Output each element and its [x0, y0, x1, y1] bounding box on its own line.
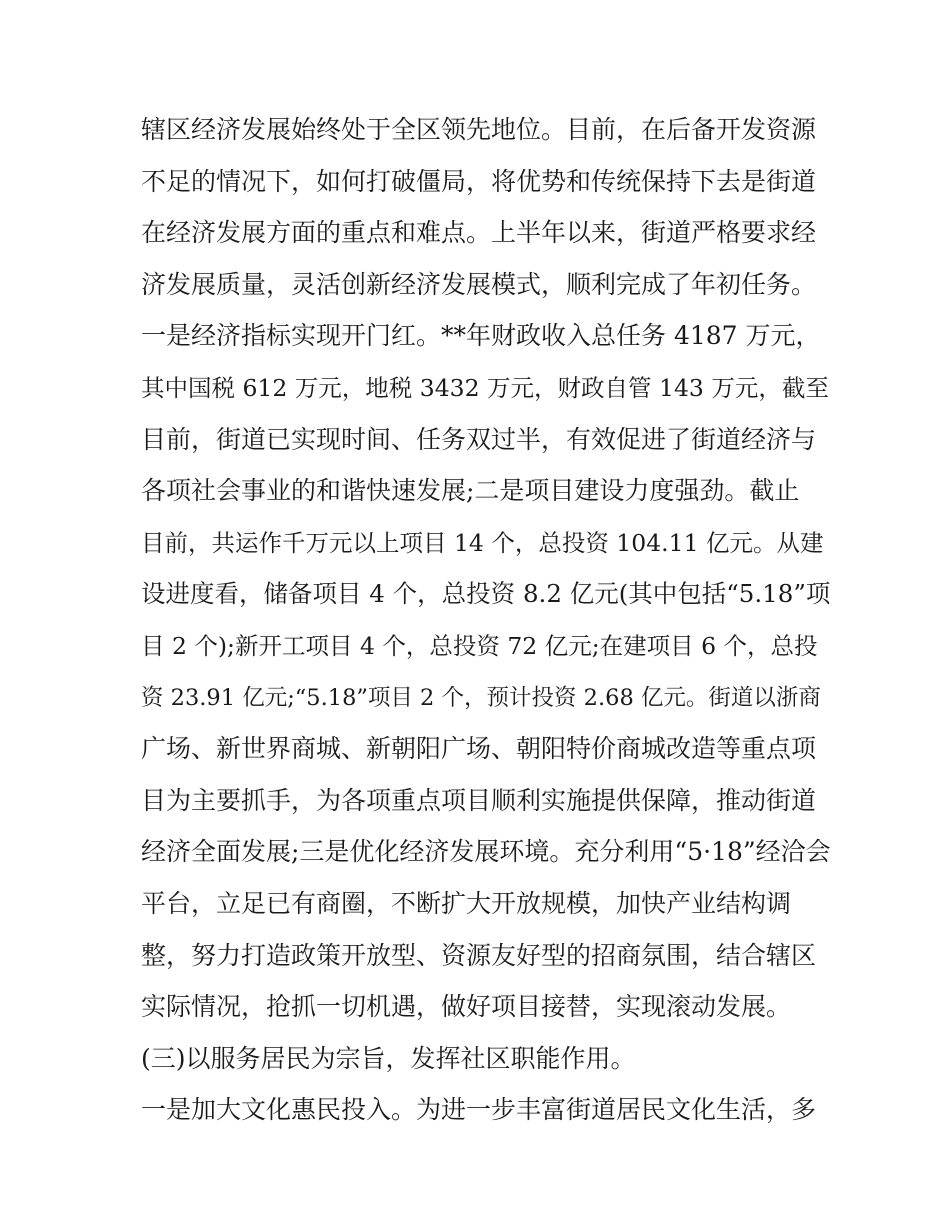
text-line: 一是加大文化惠民投入。为进一步丰富街道居民文化生活，多 [141, 1095, 817, 1125]
text-line: 实际情况，抢抓一切机遇，做好项目接替，实现滚动发展。 [141, 992, 792, 1022]
text-line: 目为主要抓手，为各项重点项目顺利实施提供保障，推动街道 [141, 785, 817, 815]
section-heading: (三)以服务居民为宗旨，发挥社区职能作用。 [141, 1043, 636, 1073]
text-line: 不足的情况下，如何打破僵局，将优势和传统保持下去是街道 [141, 166, 817, 196]
text-line: 其中国税 612 万元，地税 3432 万元，财政自管 143 万元，截至 [141, 373, 829, 402]
text-line: 辖区经济发展始终处于全区领先地位。目前，在后备开发资源 [141, 115, 817, 144]
text-line: 目前，共运作千万元以上项目 14 个，总投资 104.11 亿元。从建 [141, 528, 824, 557]
text-line: 目前，街道已实现时间、任务双过半，有效促进了街道经济与 [141, 424, 817, 454]
text-line: 资 23.91 亿元;“5.18”项目 2 个，预计投资 2.68 亿元。街道以浙商 [141, 684, 821, 711]
text-line: 在经济发展方面的重点和难点。上半年以来，街道严格要求经 [141, 218, 817, 248]
text-line: 各项社会事业的和谐快速发展;二是项目建设力度强劲。截止 [141, 476, 800, 506]
text-line: 经济全面发展;三是优化经济发展环境。充分利用“5·18”经洽会 [141, 837, 831, 867]
text-line: 广场、新世界商城、新朝阳广场、朝阳特价商城改造等重点项 [141, 734, 817, 764]
text-line: 设进度看，储备项目 4 个，总投资 8.2 亿元(其中包括“5.18”项 [141, 579, 831, 609]
body-text [141, 108, 831, 1140]
text-line: 整，努力打造政策开放型、资源友好型的招商氛围，结合辖区 [141, 940, 817, 970]
text-line: 济发展质量，灵活创新经济发展模式，顺利完成了年初任务。 [141, 269, 817, 299]
text-line: 一是经济指标实现开门红。**年财政收入总任务 4187 万元， [141, 321, 821, 351]
text-line: 目 2 个);新开工项目 4 个，总投资 72 亿元;在建项目 6 个，总投 [141, 631, 818, 660]
text-line: 平台，立足已有商圈，不断扩大开放规模，加快产业结构调 [141, 888, 792, 918]
